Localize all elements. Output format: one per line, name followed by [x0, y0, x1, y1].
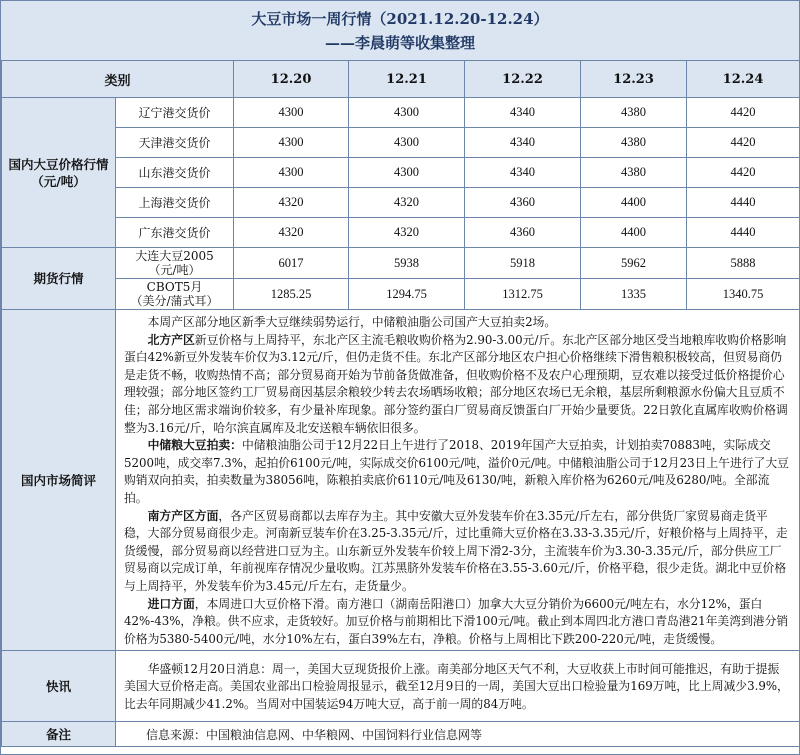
remark-row [2, 722, 800, 747]
header-category: 类别 [2, 61, 234, 98]
price-cell: 4340 [465, 158, 581, 188]
futures-name [116, 248, 234, 279]
port-name: 山东港交货价 [116, 158, 234, 188]
review-import [124, 596, 791, 649]
review-row [2, 310, 800, 651]
price-row [2, 98, 800, 128]
price-row [2, 218, 800, 248]
header-date: 12.23 [581, 61, 687, 98]
price-cell: 4300 [349, 158, 465, 188]
futures-cell: 1285.25 [234, 279, 349, 310]
price-cell: 4420 [687, 98, 800, 128]
review-label: 国内市场简评 [2, 310, 116, 651]
port-name: 广东港交货价 [116, 218, 234, 248]
futures-cell: 5938 [349, 248, 465, 279]
news-label: 快讯 [2, 651, 116, 722]
port-name: 上海港交货价 [116, 188, 234, 218]
review-import-body: ，本周进口大豆价格下滑。南方港口（湖南岳阳港口）加拿大大豆分销价为6600元/吨左右，水分12%，蛋白42%-43%，净粮。供不应求，走货较好。加豆价格与前期相比下滑100元/吨。截止到本周四北方港口青岛港21年美湾到港分销价格为5380-5400元/吨，水分10%左右，蛋白39%左右，净粮。价格与上周相比下跌200-220元/吨，走货缓慢。 [124, 596, 789, 646]
price-cell: 4320 [349, 218, 465, 248]
market-table [1, 60, 800, 747]
price-cell: 4300 [234, 98, 349, 128]
futures-row [2, 279, 800, 310]
price-cell: 4360 [465, 218, 581, 248]
futures-name [116, 279, 234, 310]
price-cell: 4360 [465, 188, 581, 218]
futures-cell: 5962 [581, 248, 687, 279]
news-body: 华盛顿12月20日消息：周一，美国大豆现货报价上涨。南美部分地区天气不利，大豆收获上市时间可能推迟，有助于提振美国大豆价格走高。美国农业部出口检验周报显示，截至12月9日的一周，美国大豆出口检验量为169万吨，比上周减少3.9%，比去年同期减少41.2%。当周对中国装运94万吨大豆，高于前一周的84万吨。 [124, 661, 789, 712]
review-auction-body: 中储粮油脂公司于12月22日上午进行了2018、2019年国产大豆拍卖，计划拍卖70883吨，实际成交5200吨，成交率7.3%，起拍价6100元/吨，实际成交价6100元/吨，溢价0元/吨。中储粮油脂公司于12月23日上午进行了大豆购销双向拍卖，拍卖数量为38056吨，陈粮拍卖底价6110元/吨及6130/吨，新粮入库价格为6260元/吨及6280/吨。全部流拍。 [124, 438, 789, 505]
domestic-price-label: 国内大豆价格行情（元/吨） [2, 98, 116, 248]
price-cell: 4380 [581, 158, 687, 188]
futures-row [2, 248, 800, 279]
futures-cell: 6017 [234, 248, 349, 279]
futures-cell: 1294.75 [349, 279, 465, 310]
price-cell: 4420 [687, 158, 800, 188]
price-cell: 4300 [234, 128, 349, 158]
price-cell: 4380 [581, 128, 687, 158]
review-south-head: 南方产区方面 [147, 508, 219, 523]
report-title-block [1, 1, 799, 61]
price-cell: 4300 [349, 98, 465, 128]
review-intro: 本周产区部分地区新季大豆继续弱势运行，中储粮油脂公司国产大豆拍卖2场。 [147, 315, 557, 329]
port-name: 天津港交货价 [116, 128, 234, 158]
futures-name-unit: （美分/蒲式耳） [130, 294, 219, 308]
futures-label: 期货行情 [2, 248, 116, 310]
price-cell: 4320 [349, 188, 465, 218]
price-cell: 4300 [349, 128, 465, 158]
review-import-head: 进口方面 [147, 596, 195, 611]
header-row [2, 61, 800, 98]
price-cell: 4440 [687, 188, 800, 218]
price-cell: 4320 [234, 188, 349, 218]
futures-cell: 1340.75 [687, 279, 800, 310]
header-date: 12.22 [465, 61, 581, 98]
news-row [2, 651, 800, 722]
price-cell: 4400 [581, 188, 687, 218]
header-date: 12.24 [687, 61, 800, 98]
review-auction-head: 中储粮大豆拍卖： [147, 438, 242, 453]
price-cell: 4420 [687, 128, 800, 158]
price-row [2, 188, 800, 218]
header-date: 12.20 [234, 61, 349, 98]
remark-label: 备注 [2, 722, 116, 747]
futures-cell: 1312.75 [465, 279, 581, 310]
price-cell: 4440 [687, 218, 800, 248]
news-text [116, 651, 800, 722]
port-name: 辽宁港交货价 [116, 98, 234, 128]
futures-cell: 5888 [687, 248, 800, 279]
price-cell: 4400 [581, 218, 687, 248]
futures-cell: 1335 [581, 279, 687, 310]
price-cell: 4380 [581, 98, 687, 128]
review-auction [124, 437, 791, 507]
futures-cell: 5918 [465, 248, 581, 279]
review-south-body: ，各产区贸易商都以去库存为主。其中安徽大豆外发装车价在3.35元/斤左右，部分供货厂家贸易商走货平稳，大部分贸易商很少走。河南新豆装车价在3.25-3.35元/斤，过比重筛大豆价格在3.33-3.35元/斤，好粮价格与上周持平，走货缓慢，部分贸易商以经营进口豆为主。山东新豆外发装车价较上周下滑2-3分，主流装车价为3.30-3.35元/斤，部分供应工厂贸易商以完成订单，年前视库存情况少量收购。江苏黑脐外发装车价格在3.55-3.60元/斤，价格平稳，很少走货。湖北中豆价格与上周持平，外发装车价为3.45元/斤左右，走货量少。 [124, 508, 788, 593]
price-cell: 4320 [234, 218, 349, 248]
review-text [116, 310, 800, 651]
futures-name-line: 大连大豆2005 [135, 249, 214, 263]
futures-name-line: CBOT5月 [146, 280, 203, 294]
report-subtitle: ——李晨萌等收集整理 [324, 34, 475, 52]
futures-name-unit: （元/吨） [148, 263, 201, 277]
review-north [124, 332, 791, 438]
remark-text: 信息来源：中国粮油信息网、中华粮网、中国饲料行业信息网等 [116, 722, 800, 747]
price-cell: 4300 [234, 158, 349, 188]
header-date: 12.21 [349, 61, 465, 98]
price-cell: 4340 [465, 128, 581, 158]
review-north-body: 新豆价格与上周持平，东北产区主流毛粮收购价格为2.90-3.00元/斤。东北产区部分地区受当地粮库收购价格影响蛋白42%新豆外发装车价仅为3.12元/斤，但仍走货不佳。东北产区部分地区农户担心价格继续下滑售粮积极较高，但贸易商仍是走货不畅，收购热情不高；部分贸易商开始为节前备货做准备，但收购价格不及农户心理预期，豆农难以接受过低价格提价心理较强；部分地区签约工厂贸易商因基层余粮较少转去农场晒场收粮；部分地区农场已无余粮，基层所剩粮源水份偏大且豆质不佳；部分地区需求端询价较多，有少量补库现象。部分签约蛋白厂贸易商反馈蛋白厂开始少量要货。22日敦化直属库收购价格调整为3.16元/斤，哈尔滨直属库及北安送粮车辆依旧很多。 [124, 332, 788, 435]
price-row [2, 128, 800, 158]
price-cell: 4340 [465, 98, 581, 128]
report-title: 大豆市场一周行情（2021.12.20-12.24） [251, 10, 549, 28]
review-south [124, 508, 791, 596]
review-north-head: 北方产区 [147, 332, 195, 347]
price-row [2, 158, 800, 188]
